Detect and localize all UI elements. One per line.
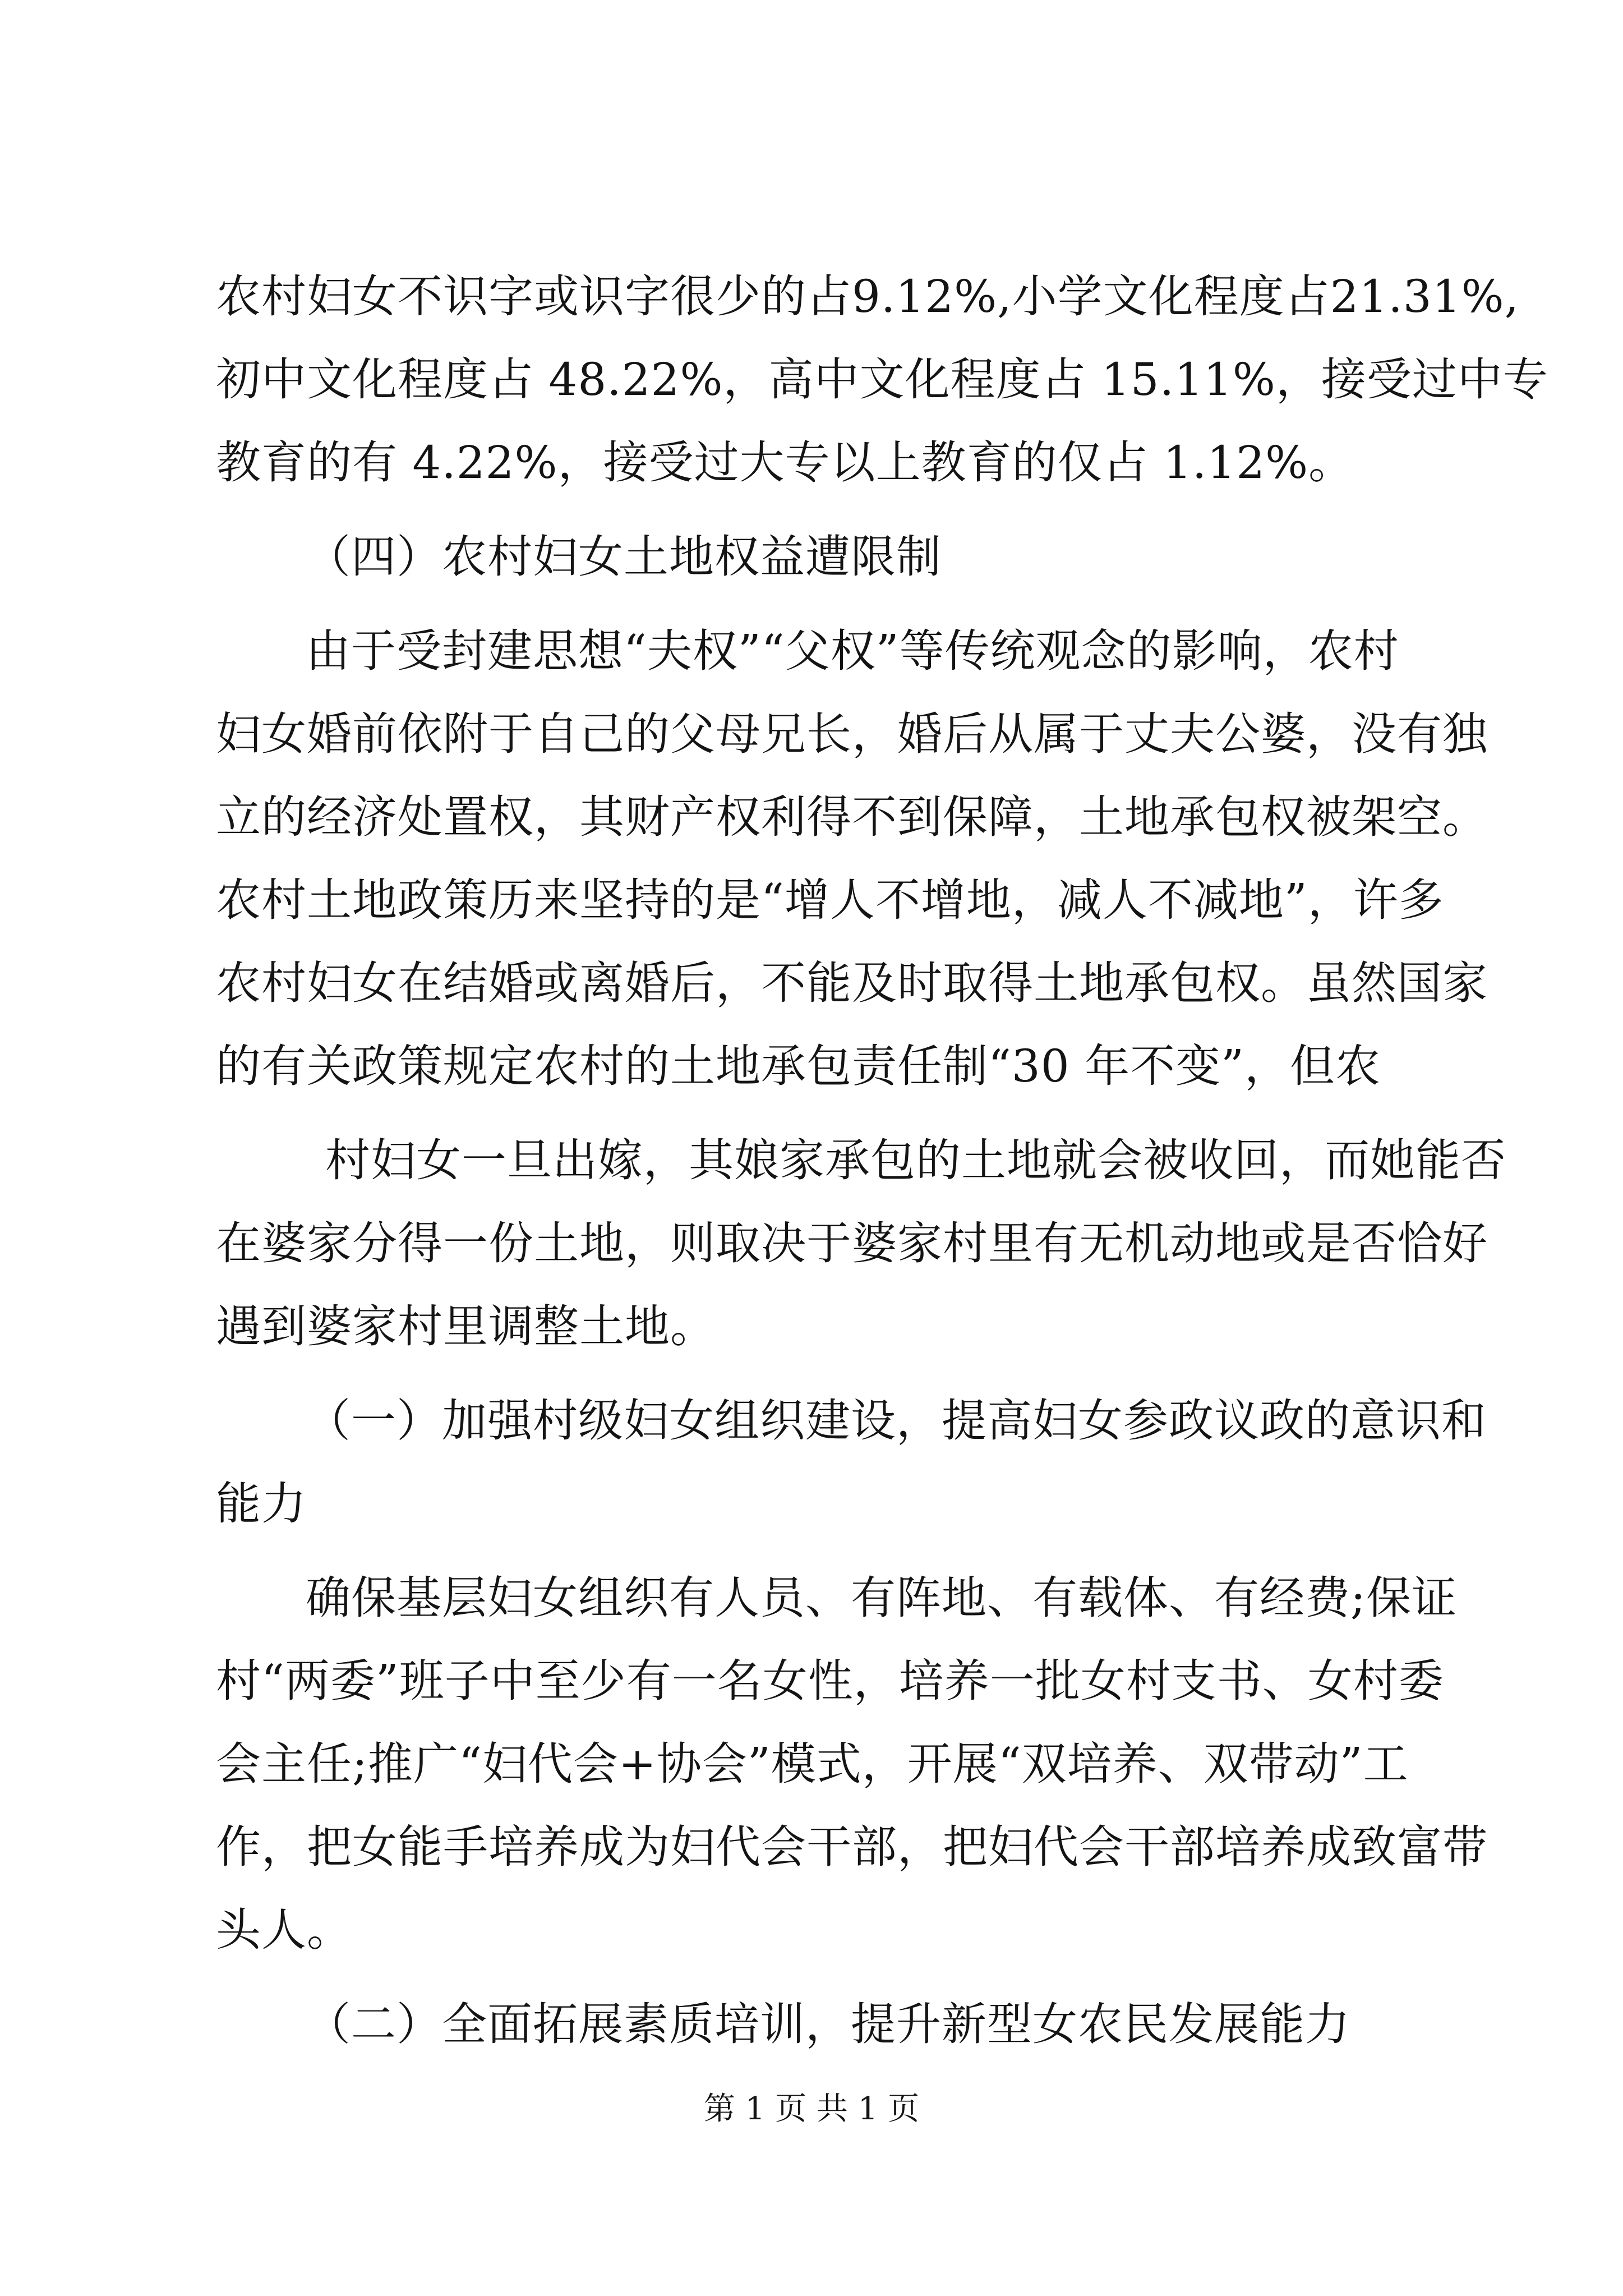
section-heading-2: （二）全面拓展素质培训，提升新型女农民发展能力 — [306, 1998, 1350, 2050]
paragraph-line: 遇到婆家村里调整土地。 — [216, 1300, 716, 1352]
paragraph-line: 由于受封建思想“夫权”“父权”等传统观念的影响，农村 — [306, 625, 1399, 677]
paragraph-line: 确保基层妇女组织有人员、有阵地、有载体、有经费;保证 — [306, 1572, 1457, 1624]
paragraph-line: 在婆家分得一份土地，则取决于婆家村里有无机动地或是否恰好 — [216, 1217, 1488, 1269]
paragraph-line: 妇女婚前依附于自己的父母兄长，婚后从属于丈夫公婆，没有独 — [216, 708, 1488, 760]
paragraph-line: 教育的有 4.22%，接受过大专以上教育的仅占 1.12%。 — [216, 436, 1354, 489]
paragraph-line: 初中文化程度占 48.22%，高中文化程度占 15.11%，接受过中专 — [216, 353, 1548, 406]
section-heading-4: （四）农村妇女土地权益遭限制 — [306, 531, 942, 583]
paragraph-line: 的有关政策规定农村的土地承包责任制“30 年不变”，但农 — [216, 1040, 1381, 1092]
paragraph-line: 作，把女能手培养成为妇代会干部，把妇代会干部培养成致富带 — [216, 1821, 1488, 1873]
document-body — [216, 255, 1548, 2066]
paragraph-line: 农村土地政策历来坚持的是“增人不增地，减人不减地”，许多 — [216, 874, 1444, 926]
paragraph-line: 农村妇女不识字或识字很少的占9.12%,小学文化程度占21.31%, — [216, 270, 1520, 323]
paragraph-line: 村“两委”班子中至少有一名女性，培养一批女村支书、女村委 — [216, 1655, 1444, 1707]
paragraph-line: 村妇女一旦出嫁，其娘家承包的土地就会被收回，而她能否 — [325, 1134, 1506, 1186]
paragraph-line: 立的经济处置权，其财产权利得不到保障，土地承包权被架空。 — [216, 791, 1488, 843]
paragraph-line: 农村妇女在结婚或离婚后，不能及时取得土地承包权。虽然国家 — [216, 957, 1488, 1009]
paragraph-line: 会主任;推广“妇代会+协会”模式，开展“双培养、双带动”工 — [216, 1738, 1409, 1790]
page-footer: 第 1 页 共 1 页 — [703, 2091, 920, 2127]
section-heading-1: （一）加强村级妇女组织建设，提高妇女参政议政的意识和 — [306, 1395, 1487, 1447]
paragraph-line: 头人。 — [216, 1904, 352, 1956]
section-heading-1-continued: 能力 — [216, 1478, 307, 1530]
